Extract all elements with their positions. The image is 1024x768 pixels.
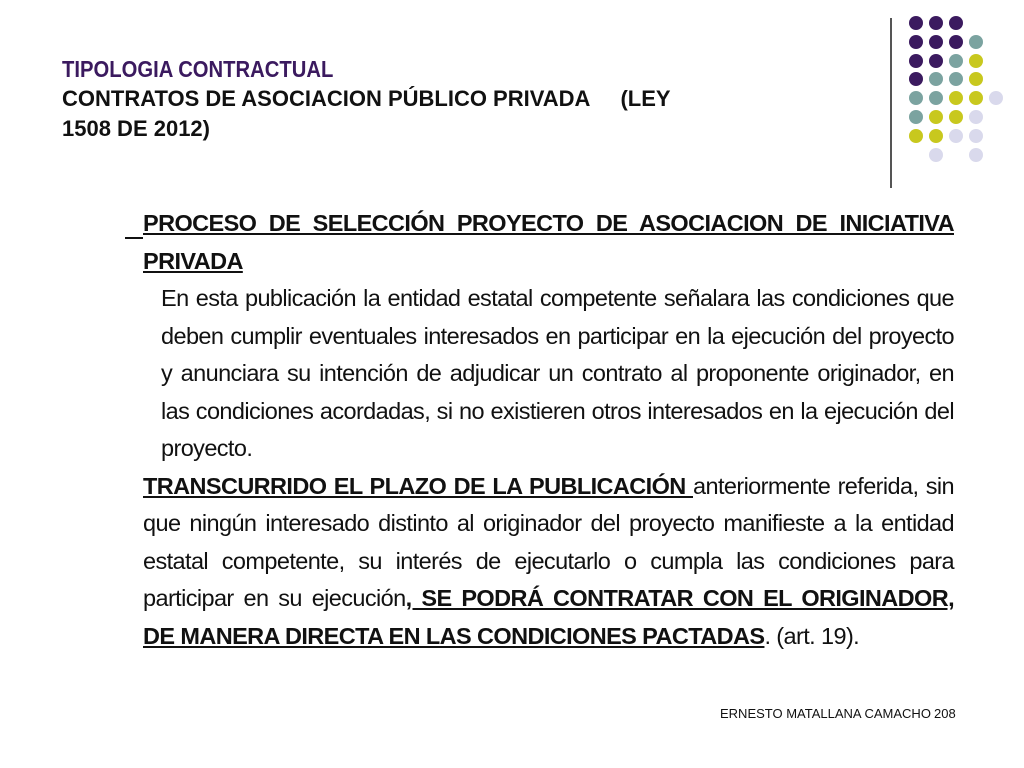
footer	[690, 706, 960, 726]
paragraph-2-bold-conclusion: , SE PODRÁ CONTRATAR CON EL ORIGINADOR, DE MANERA DIRECTA EN LAS CONDICIONES PACTADAS	[143, 585, 954, 649]
slide-body	[143, 205, 954, 655]
decorative-dot	[929, 72, 943, 86]
decorative-dot	[989, 91, 1003, 105]
decorative-dot	[969, 72, 983, 86]
decorative-dot	[949, 110, 963, 124]
section-heading: PROCESO DE SELECCIÓN PROYECTO DE ASOCIACION DE INICIATIVA PRIVADA	[143, 210, 954, 274]
decorative-dot	[969, 35, 983, 49]
decorative-dot	[969, 110, 983, 124]
paragraph-2-citation: . (art. 19).	[764, 622, 860, 649]
decorative-dot	[929, 129, 943, 143]
decorative-dot	[929, 91, 943, 105]
decorative-dot	[909, 129, 923, 143]
decorative-dot	[949, 129, 963, 143]
decorative-dot	[949, 54, 963, 68]
paragraph-2-bold-lead: TRANSCURRIDO EL PLAZO DE LA PUBLICACIÓN	[143, 472, 693, 499]
heading-underline-lead	[125, 237, 143, 239]
decorative-dot	[969, 148, 983, 162]
footer-author: ERNESTO MATALLANA CAMACHO	[720, 706, 931, 721]
decorative-dot	[929, 54, 943, 68]
decorative-dot	[949, 72, 963, 86]
decorative-dot	[969, 54, 983, 68]
paragraph-2-text: anteriormente referida, sin que ningún interesado distinto al originador del proyecto manifieste a la entidad estatal competente, su interés de ejecutarlo o cumpla las condiciones para participar en su ejecución	[143, 472, 954, 611]
decorative-dot	[969, 129, 983, 143]
decorative-dot	[909, 91, 923, 105]
decorative-dot	[909, 16, 923, 30]
decorative-dot	[909, 110, 923, 124]
paragraph-1: En esta publicación la entidad estatal competente señalara las condiciones que deben cumplir eventuales interesados en participar en la ejecución del proyecto y anunciara su intención de adjudicar un contrato al proponente originador, en las condiciones acordadas, si no existieren otros interesados en la ejecución del proyecto.	[161, 285, 954, 461]
page-number: 208	[934, 706, 956, 721]
decorative-dot	[929, 110, 943, 124]
slide-title: TIPOLOGIA CONTRACTUAL	[62, 56, 334, 82]
decorative-dot	[929, 148, 943, 162]
vertical-divider	[890, 18, 892, 188]
slide-subtitle	[62, 84, 852, 144]
decorative-dot	[909, 72, 923, 86]
decorative-dot	[929, 35, 943, 49]
paragraph-2	[143, 468, 954, 656]
subtitle-part-1: CONTRATOS DE ASOCIACION PÚBLICO PRIVADA	[62, 86, 591, 111]
decorative-dot	[909, 54, 923, 68]
decorative-dot	[969, 91, 983, 105]
decorative-dot	[909, 35, 923, 49]
decorative-dot	[949, 35, 963, 49]
subtitle-part-2: (LEY	[620, 86, 671, 111]
header	[62, 54, 852, 144]
subtitle-line-2: 1508 DE 2012)	[62, 116, 210, 141]
decorative-dot	[949, 16, 963, 30]
decorative-dot	[949, 91, 963, 105]
decorative-dot	[929, 16, 943, 30]
